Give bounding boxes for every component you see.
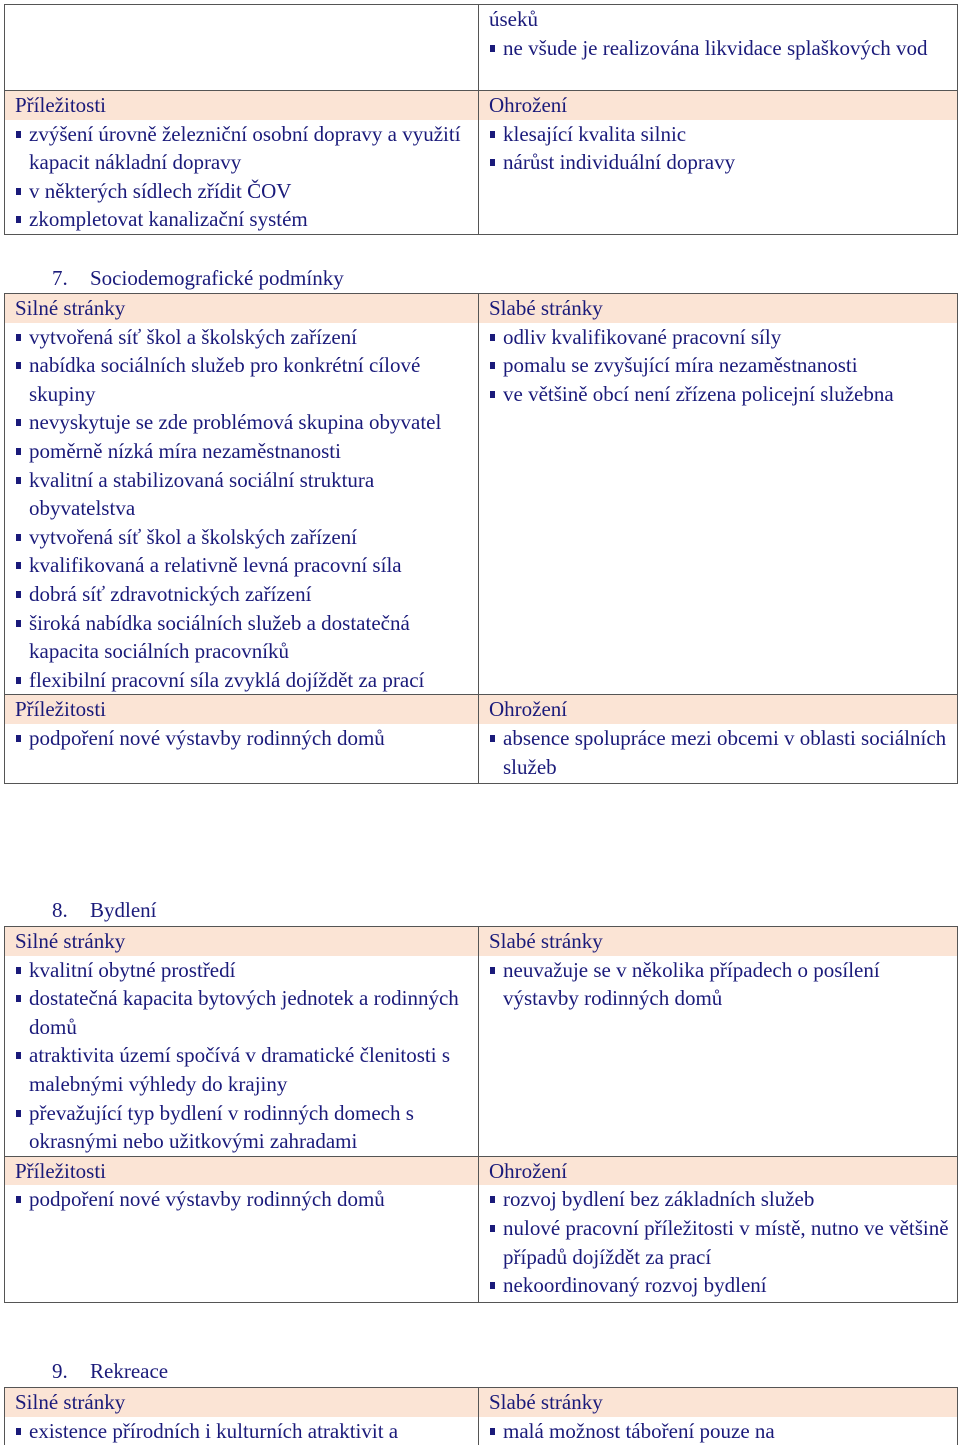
list-item: ne všude je realizována likvidace splaškových vod (489, 34, 949, 63)
continued-text: úseků (489, 7, 538, 31)
swot-cell-threats (479, 695, 958, 784)
section-title (52, 896, 157, 925)
list-item: ve většině obcí není zřízena policejní služebna (489, 380, 949, 409)
bullet-list (15, 120, 470, 234)
bullet-list (5, 1185, 478, 1214)
list-item: podpoření nové výstavby rodinných domů (15, 724, 470, 753)
threats-header: Ohrožení (479, 695, 957, 724)
list-item: nulové pracovní příležitosti v místě, nutno ve většině případů dojíždět za prací (489, 1214, 949, 1271)
bullet-list (479, 724, 957, 781)
list-item: zkompletovat kanalizační systém (15, 205, 470, 234)
swot-cell-empty (5, 5, 479, 91)
strengths-header: Silné stránky (5, 927, 478, 956)
list-item: kvalitní a stabilizovaná sociální struktura obyvatelstva (15, 466, 470, 523)
swot-cell-strengths (5, 927, 479, 1157)
list-item: nabídka sociálních služeb pro konkrétní cílové skupiny (15, 351, 470, 408)
bullet-list (479, 956, 957, 1013)
list-item: vytvořená síť škol a školských zařízení (15, 523, 470, 552)
bullet-list (489, 120, 949, 177)
swot-cell-opportunities (5, 91, 479, 235)
list-item: v některých sídlech zřídit ČOV (15, 177, 470, 206)
list-item: kvalitní obytné prostředí (15, 956, 470, 985)
list-item: nevyskytuje se zde problémová skupina obyvatel (15, 408, 470, 437)
threats-header: Ohrožení (479, 1157, 957, 1186)
section-number: 9. (52, 1359, 68, 1383)
swot-cell-weaknesses (479, 294, 958, 695)
bullet-list (479, 1417, 957, 1446)
bullet-list (479, 323, 957, 409)
swot-cell-opportunities (5, 695, 479, 784)
section-heading: Rekreace (90, 1359, 169, 1383)
opportunities-header: Příležitosti (5, 695, 478, 724)
weaknesses-header: Slabé stránky (479, 1388, 957, 1417)
swot-cell-continued-weaknesses (479, 5, 958, 91)
weaknesses-header: Slabé stránky (479, 294, 957, 323)
section-heading: Bydlení (90, 898, 157, 922)
weaknesses-header: Slabé stránky (479, 927, 957, 956)
swot-cell-strengths (5, 1388, 479, 1446)
bullet-list (5, 323, 478, 695)
bullet-list (5, 956, 478, 1156)
swot-table-housing (4, 926, 958, 1303)
list-item: pomalu se zvyšující míra nezaměstnanosti (489, 351, 949, 380)
section-number: 8. (52, 898, 68, 922)
bullet-list (5, 724, 478, 753)
list-item: vytvořená síť škol a školských zařízení (15, 323, 470, 352)
list-item: zvýšení úrovně železniční osobní dopravy a využití kapacit nákladní dopravy (15, 120, 470, 177)
list-item: podpoření nové výstavby rodinných domů (15, 1185, 470, 1214)
list-item: klesající kvalita silnic (489, 120, 949, 149)
list-item: neuvažuje se v několika případech o posílení výstavby rodinných domů (489, 956, 949, 1013)
swot-table-sociodemographic (4, 293, 958, 784)
swot-cell-weaknesses (479, 927, 958, 1157)
list-item: atraktivita území spočívá v dramatické členitosti s malebnými výhledy do krajiny (15, 1041, 470, 1098)
section-number: 7. (52, 266, 68, 290)
list-item: rozvoj bydlení bez základních služeb (489, 1185, 949, 1214)
list-item: široká nabídka sociálních služeb a dostatečná kapacita sociálních pracovníků (15, 609, 470, 666)
swot-cell-threats (479, 1156, 958, 1302)
list-item: nekoordinovaný rozvoj bydlení (489, 1271, 949, 1300)
bullet-list (479, 1185, 957, 1299)
strengths-header: Silné stránky (5, 294, 478, 323)
opportunities-header: Příležitosti (5, 1157, 478, 1186)
list-item: malá možnost táboření pouze na (489, 1417, 949, 1446)
bullet-list (5, 1417, 478, 1446)
opportunities-header: Příležitosti (5, 91, 478, 120)
section-title (52, 1357, 168, 1386)
swot-cell-threats (479, 91, 958, 235)
swot-table-continued (4, 4, 958, 235)
threats-header: Ohrožení (479, 91, 957, 120)
swot-table-recreation (4, 1387, 958, 1445)
list-item: existence přírodních i kulturních atraktivit a (15, 1417, 470, 1446)
list-item: převažující typ bydlení v rodinných domech s okrasnými nebo užitkovými zahradami (15, 1099, 470, 1156)
swot-cell-strengths (5, 294, 479, 695)
list-item: dobrá síť zdravotnických zařízení (15, 580, 470, 609)
section-title (52, 264, 344, 293)
strengths-header: Silné stránky (5, 1388, 478, 1417)
list-item: absence spolupráce mezi obcemi v oblasti sociálních služeb (489, 724, 949, 781)
swot-cell-opportunities (5, 1156, 479, 1302)
list-item: flexibilní pracovní síla zvyklá dojíždět za prací (15, 666, 470, 695)
list-item: dostatečná kapacita bytových jednotek a rodinných domů (15, 984, 470, 1041)
list-item: kvalifikovaná a relativně levná pracovní síla (15, 551, 470, 580)
list-item: nárůst individuální dopravy (489, 148, 949, 177)
list-item: odliv kvalifikované pracovní síly (489, 323, 949, 352)
swot-cell-weaknesses (479, 1388, 958, 1446)
section-heading: Sociodemografické podmínky (90, 266, 344, 290)
bullet-list (489, 34, 949, 63)
list-item: poměrně nízká míra nezaměstnanosti (15, 437, 470, 466)
